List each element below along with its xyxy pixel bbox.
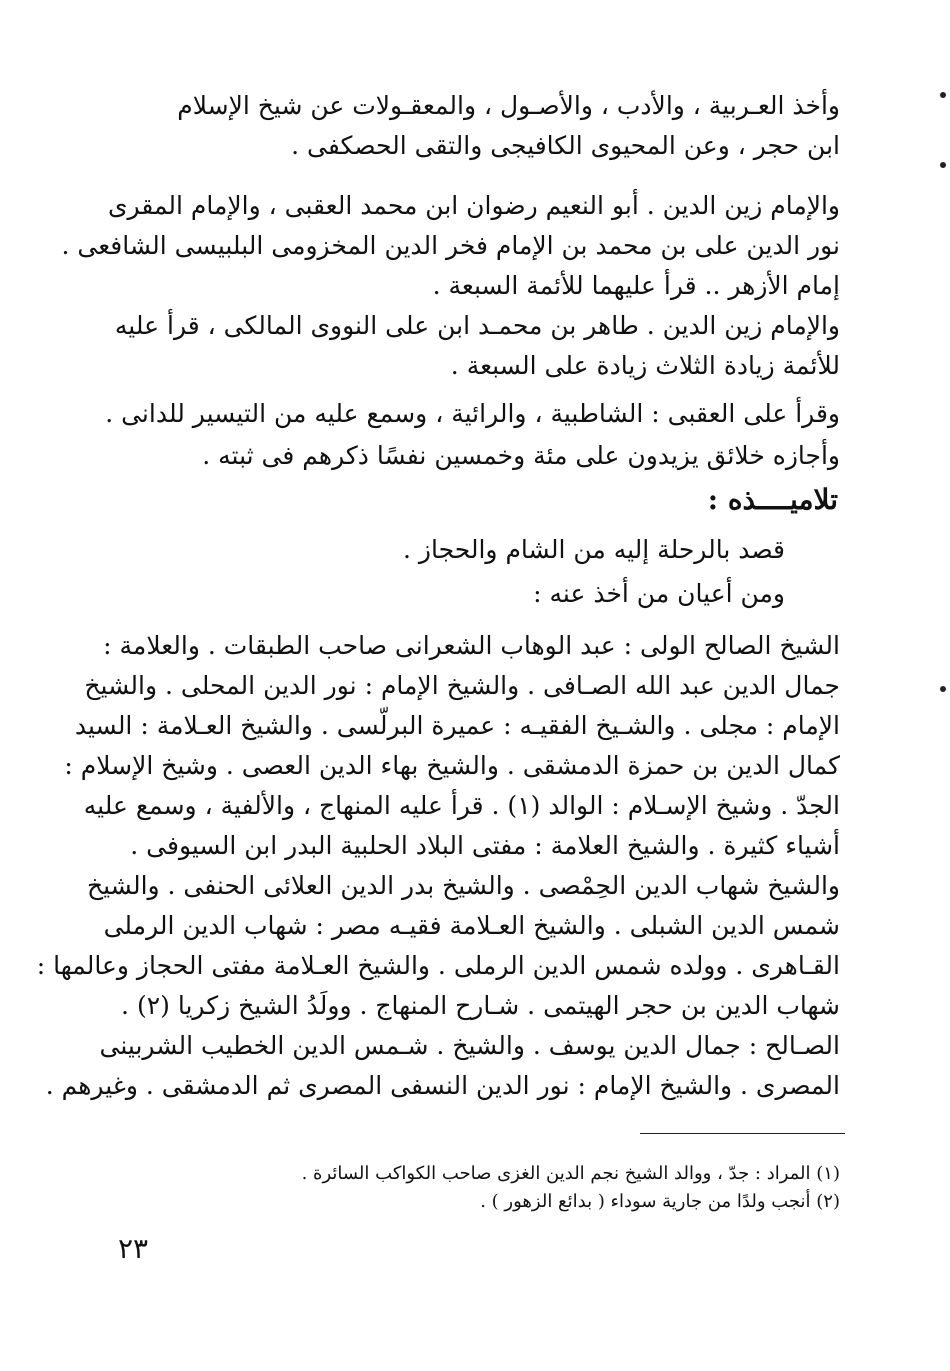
- text-line: الجدّ . وشيخ الإسـلام : الوالد (١) . قرأ عليه المنهاج ، والألفية ، وسمع عليه: [83, 791, 840, 820]
- footnotes: [260, 1160, 840, 1216]
- text-line: شمس الدين الشبلى . والشيخ العـلامة فقيـه مصر : شهاب الدين الرملى: [103, 911, 840, 940]
- text-line: الإمام : مجلى . والشـيخ الفقيـه : عميرة البرلّسى . والشيخ العـلامة : السيد: [74, 711, 840, 740]
- text-line: نور الدين على بن محمد بن الإمام فخر الدين المخزومى البلبيسى الشافعى .: [61, 231, 840, 260]
- text-line: والشيخ شهاب الدين الحِمْصى . والشيخ بدر الدين العلائى الحنفى . والشيخ: [86, 871, 840, 900]
- text-line: وأجازه خلائق يزيدون على مئة وخمسين نفسًا ذكرهم فى ثبته .: [202, 441, 840, 470]
- text-line: إمام الأزهر .. قرأ عليهما للأئمة السبعة .: [432, 271, 840, 300]
- text-line: وأخذ العـربية ، والأدب ، والأصـول ، والمعقـولات عن شيخ الإسلام: [177, 91, 840, 120]
- footnote-1: (١) المراد : جدّ ، ووالد الشيخ نجم الدين الغزى صاحب الكواكب السائرة .: [301, 1163, 840, 1184]
- footnote-2: (٢) أنجب ولدًا من جارية سوداء ( بدائع الزهور ) .: [480, 1191, 840, 1212]
- text-line: ومن أعيان من أخذ عنه :: [533, 579, 785, 608]
- scan-mark: [940, 162, 946, 168]
- text-line: ابن حجر ، وعن المحيوى الكافيجى والتقى الحصكفى .: [291, 131, 840, 160]
- text-line: والإمام زين الدين . طاهر بن محمـد ابن على النووى المالكى ، قرأ عليه: [114, 311, 840, 340]
- text-line: المصرى . والشيخ الإمام : نور الدين النسفى المصرى ثم الدمشقى . وغيرهم .: [45, 1071, 840, 1100]
- text-line: جمال الدين عبد الله الصـافى . والشيخ الإمام : نور الدين المحلى . والشيخ: [84, 671, 840, 700]
- page-number: ٢٣: [118, 1232, 149, 1265]
- text-line: الصـالح : جمال الدين يوسف . والشيخ . شـمس الدين الخطيب الشربينى: [99, 1031, 840, 1060]
- text-line: كمال الدين بن حمزة الدمشقى . والشيخ بهاء الدين العصى . وشيخ الإسلام :: [64, 751, 840, 780]
- text-line: الشيخ الصالح الولى : عبد الوهاب الشعرانى صاحب الطبقات . والعلامة :: [103, 631, 840, 660]
- text-line: وقرأ على العقبى : الشاطبية ، والرائية ، وسمع عليه من التيسير للدانى .: [105, 399, 840, 428]
- paragraph-teachers-readings: [61, 186, 840, 306]
- paragraph-education: [128, 86, 840, 166]
- paragraph-shatibiyya: [105, 394, 840, 434]
- text-line: أشياء كثيرة . والشيخ العلامة : مفتى البلاد الحلبية البدر ابن السيوفى .: [130, 831, 840, 860]
- footnote-divider: [640, 1133, 845, 1134]
- text-line: والإمام زين الدين . أبو النعيم رضوان ابن محمد العقبى ، والإمام المقرى: [107, 191, 840, 220]
- scan-mark: [940, 686, 946, 692]
- text-line: شهاب الدين بن حجر الهيتمى . شـارح المنهاج . وولَدُ الشيخ زكريا (٢) .: [121, 991, 840, 1020]
- paragraph-students-list: [36, 626, 840, 1106]
- paragraph-ijaza: [128, 436, 840, 476]
- intro-line: [403, 530, 785, 570]
- text-line: للأئمة زيادة الثلاث زيادة على السبعة .: [450, 351, 840, 380]
- intro-line: [533, 574, 785, 614]
- text-line: القـاهرى . وولده شمس الدين الرملى . والشيخ العـلامة مفتى الحجاز وعالمها :: [36, 951, 840, 980]
- text-line: قصد بالرحلة إليه من الشام والحجاز .: [403, 535, 785, 564]
- section-heading-students: تلاميــــذه :: [707, 483, 838, 516]
- scan-mark: [940, 92, 946, 98]
- paragraph-imam-tahir: [114, 306, 840, 386]
